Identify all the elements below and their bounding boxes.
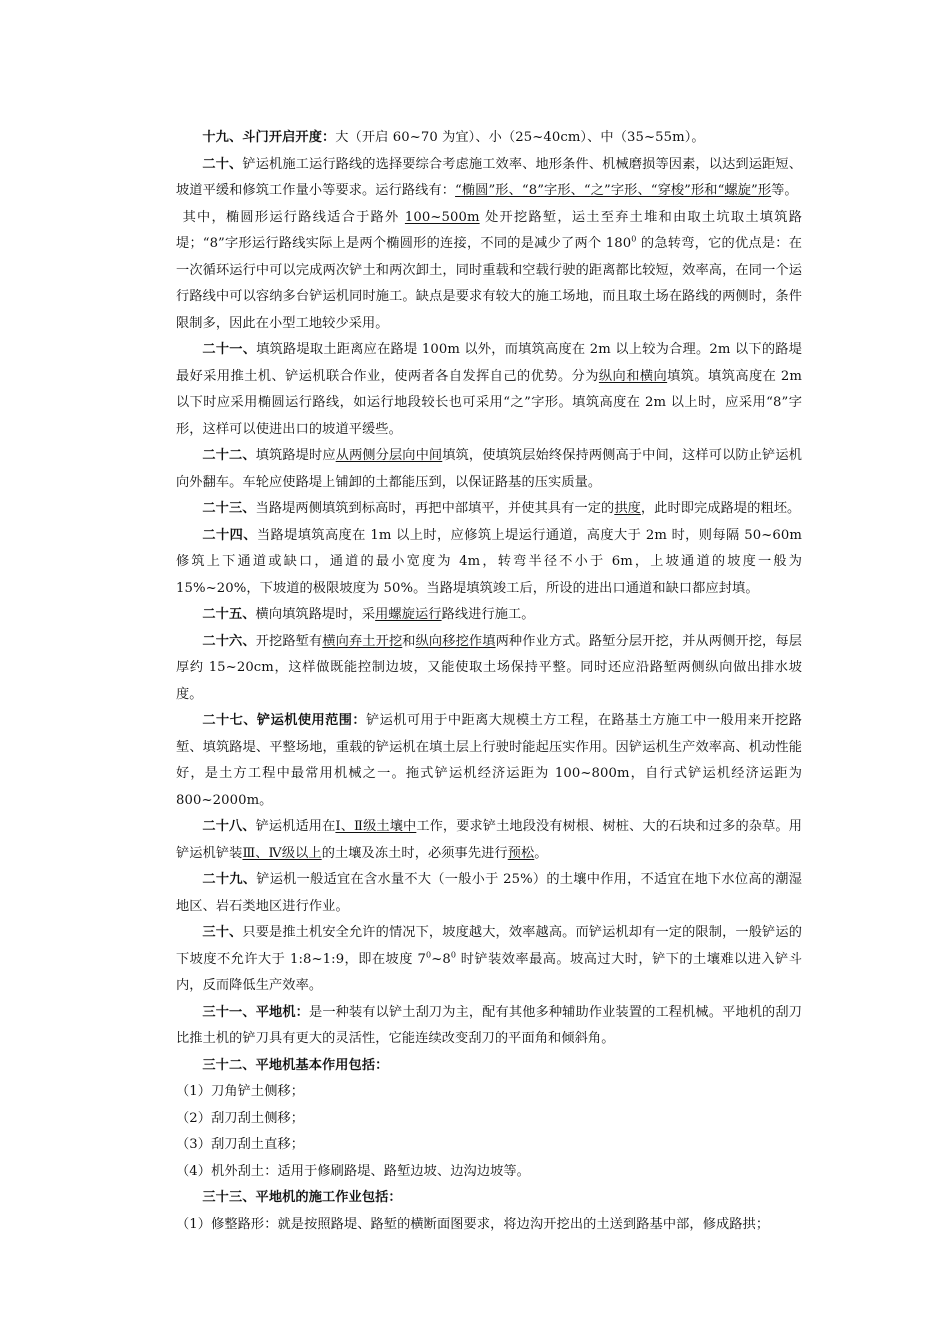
paragraph-text: 其中，椭圆形运行路线适合于路外 (182, 209, 405, 225)
superscript: 0 (426, 950, 432, 960)
paragraph-text: 当路堤填筑高度在 1m 以上时，应修筑上堤运行通道，高度大于 2m 时，则每隔 50~60m 修筑上下通道或缺口，通道的最小宽度为 4m，转弯半径不小于 6m，上坡通道的坡度一般为 15%~20%，下坡道的极限坡度为 50%。当路堤填筑竣工后，所设的进出口通道和缺口都应封填。 (176, 527, 802, 596)
paragraph-text: 填筑。填筑高度在 2m 以下时应采用椭圆运行路线，如运行地段较长也可采用“之”字形。填筑高度在 2m 以上时，应采用“8”字形，这样可以使进出口的坡道平缓些。 (176, 368, 803, 437)
paragraph-p21 (176, 337, 802, 443)
paragraph-heading: 二十二、 (202, 448, 256, 463)
paragraph-p31 (176, 1000, 802, 1053)
underlined-text: 从两侧分层向中间 (335, 448, 443, 463)
paragraph-p27 (176, 708, 802, 814)
underlined-text: 横向弃土开挖 (322, 633, 403, 649)
paragraph-heading: 二十三、 (202, 501, 256, 516)
paragraph-text: 横向填筑路堤时，采 (255, 607, 376, 622)
paragraph-text: 填筑路堤取土距离应在路堤 100m 以外，而填筑高度在 2m 以上较为合理。2m 以下的路堤最好采用推土机、铲运机联合作业，使两者各自发挥自己的优势。分为 (176, 342, 802, 384)
paragraph-p22 (176, 443, 802, 496)
paragraph-text: （3）刮刀刮土直移； (176, 1137, 305, 1152)
paragraph-heading: 二十八、 (202, 819, 256, 834)
paragraph-text: 路线进行施工。 (441, 607, 535, 622)
paragraph-text: 铲运机可用于中距离大规模土方工程，在路基土方施工中一般用来开挖路堑、填筑路堤、平整场地，重载的铲运机在填土层上行驶时能起压实作用。因铲运机生产效率高、机动性能好，是土方工程中最常用机械之一。拖式铲运机经济运距为 100~800m，自行式铲运机经济运距为 800~2000m。 (176, 713, 802, 808)
paragraph-text: 。 (534, 845, 548, 861)
superscript: 0 (631, 234, 637, 244)
paragraph-p19 (176, 125, 802, 152)
paragraph-heading: 二十九、 (202, 872, 257, 887)
list-item (176, 1079, 802, 1106)
paragraph-p20b (176, 205, 802, 338)
paragraph-p24 (176, 523, 802, 603)
paragraph-heading: 三十二、平地机基本作用包括： (202, 1057, 389, 1073)
underlined-text: 用螺旋运行 (375, 607, 442, 622)
paragraph-text: 铲运机一般适宜在含水量不大（一般小于 25%）的土壤中作用，不适宜在地下水位高的潮湿地区、岩石类地区进行作业。 (176, 872, 802, 914)
paragraph-text: ~8 (431, 951, 451, 967)
paragraph-heading: 二十六、 (202, 633, 256, 649)
paragraph-text: 大（开启 60~70 为宜）、小（25~40cm）、中（35~55m）。 (335, 130, 705, 145)
paragraph-text: 开挖路堑有 (255, 633, 323, 649)
paragraph-text: 工作，要求铲土地段没有树根、树桩、大的石块和过多的杂草。用铲运机铲装 (176, 819, 802, 861)
document-body (176, 125, 802, 1238)
paragraph-text: 填筑路堤时应 (255, 448, 336, 463)
paragraph-text: （1）刀角铲土侧移； (176, 1084, 305, 1099)
paragraph-p26 (176, 629, 802, 709)
paragraph-p20 (176, 152, 802, 205)
paragraph-text: 处开挖路堑，运土至弃土堆和由取土坑取土填筑路堤；“8”字形运行路线实际上是两个椭圆形的连接，不同的是减少了两个 180 (176, 209, 802, 251)
paragraph-heading: 十九、斗门开启开度： (202, 130, 336, 145)
underlined-text: 纵向和横向 (598, 368, 668, 384)
paragraph-text: 填筑，使填筑层始终保持两侧高于中间，这样可以防止铲运机向外翻车。车轮应使路堤上铺卸的土都能压到，以保证路基的压实质量。 (176, 448, 802, 490)
list-item (176, 1159, 802, 1186)
paragraph-text: 是一种装有以铲土刮刀为主，配有其他多种辅助作业装置的工程机械。平地机的刮刀比推土机的铲刀具有更大的灵活性，它能连续改变刮刀的平面角和倾斜角。 (176, 1004, 802, 1046)
paragraph-text: 的急转弯，它的优点是：在一次循环运行中可以完成两次铲土和两次卸土，同时重载和空载行驶的距离都比较短，效率高，在同一个运行路线中可以容纳多台铲运机同时施工。缺点是要求有较大的施工场地，而且取土场在路线的两侧时，条件限制多，因此在小型工地较少采用。 (176, 236, 802, 331)
paragraph-heading: 二十一、 (202, 342, 257, 357)
list-item (176, 1212, 802, 1239)
paragraph-p28 (176, 814, 802, 867)
paragraph-p23 (176, 496, 802, 523)
underlined-text: “椭圆”形、“8”字形、“之”字形、“穿梭”形和“螺旋”形 (455, 183, 772, 198)
list-item (176, 1106, 802, 1133)
paragraph-text: 时铲装效率最高。坡高过大时，铲下的土壤难以进入铲斗内，反而降低生产效率。 (176, 951, 802, 993)
underlined-text: 100~500m (404, 209, 480, 225)
paragraph-text: 的土壤及冻土时，必须事先进行 (321, 845, 508, 861)
paragraph-text: ，此时即完成路堤的粗坯。 (640, 501, 801, 516)
paragraph-text: （2）刮刀刮土侧移； (176, 1110, 305, 1126)
paragraph-text: 等。 (771, 183, 798, 198)
paragraph-text: 只要是推土机安全允许的情况下，坡度越大，效率越高。而铲运机却有一定的限制，一般铲运的下坡度不允许大于 1:8~1:9，即在坡度 7 (176, 925, 802, 967)
paragraph-heading: 三十一、平地机： (202, 1004, 309, 1020)
paragraph-heading: 二十七、铲运机使用范围： (202, 713, 367, 728)
paragraph-text: 铲运机适用在 (255, 819, 336, 834)
paragraph-heading: 三十三、平地机的施工作业包括： (202, 1190, 402, 1205)
underlined-text: 预松 (507, 845, 535, 861)
paragraph-heading: 二十四、 (202, 527, 257, 543)
paragraph-text: 和 (402, 633, 416, 649)
paragraph-text: （4）机外刮土：适用于修刷路堤、路堑边坡、边沟边坡等。 (176, 1163, 530, 1179)
underlined-text: 纵向移挖作填 (415, 633, 496, 649)
paragraph-heading: 三十、 (202, 925, 243, 940)
list-item (176, 1132, 802, 1159)
paragraph-p29 (176, 867, 802, 920)
underlined-text: Ⅰ、Ⅱ级土壤中 (335, 819, 417, 834)
paragraph-text: 当路堤两侧填筑到标高时，再把中部填平，并使其具有一定的 (255, 501, 615, 516)
paragraph-text: 两种作业方式。路堑分层开挖，并从两侧开挖，每层厚约 15~20cm，这样做既能控制边坡，又能使取土场保持平整。同时还应沿路堑两侧纵向做出排水坡度。 (176, 633, 802, 702)
paragraph-p25 (176, 602, 802, 629)
paragraph-p30 (176, 920, 802, 1000)
paragraph-heading: 二十、 (202, 156, 243, 172)
paragraph-text: 铲运机施工运行路线的选择要综合考虑施工效率、地形条件、机械磨损等因素，以达到运距短、坡道平缓和修筑工作量小等要求。运行路线有： (176, 156, 802, 198)
paragraph-text: （1）修整路形：就是按照路堤、路堑的横断面图要求，将边沟开挖出的土送到路基中部，修成路拱； (176, 1216, 770, 1232)
underlined-text: Ⅲ、Ⅳ级以上 (242, 845, 322, 861)
underlined-text: 拱度 (614, 501, 641, 516)
paragraph-heading: 二十五、 (202, 607, 256, 622)
paragraph-p33 (176, 1185, 802, 1212)
superscript: 0 (450, 950, 457, 960)
paragraph-p32 (176, 1053, 802, 1080)
